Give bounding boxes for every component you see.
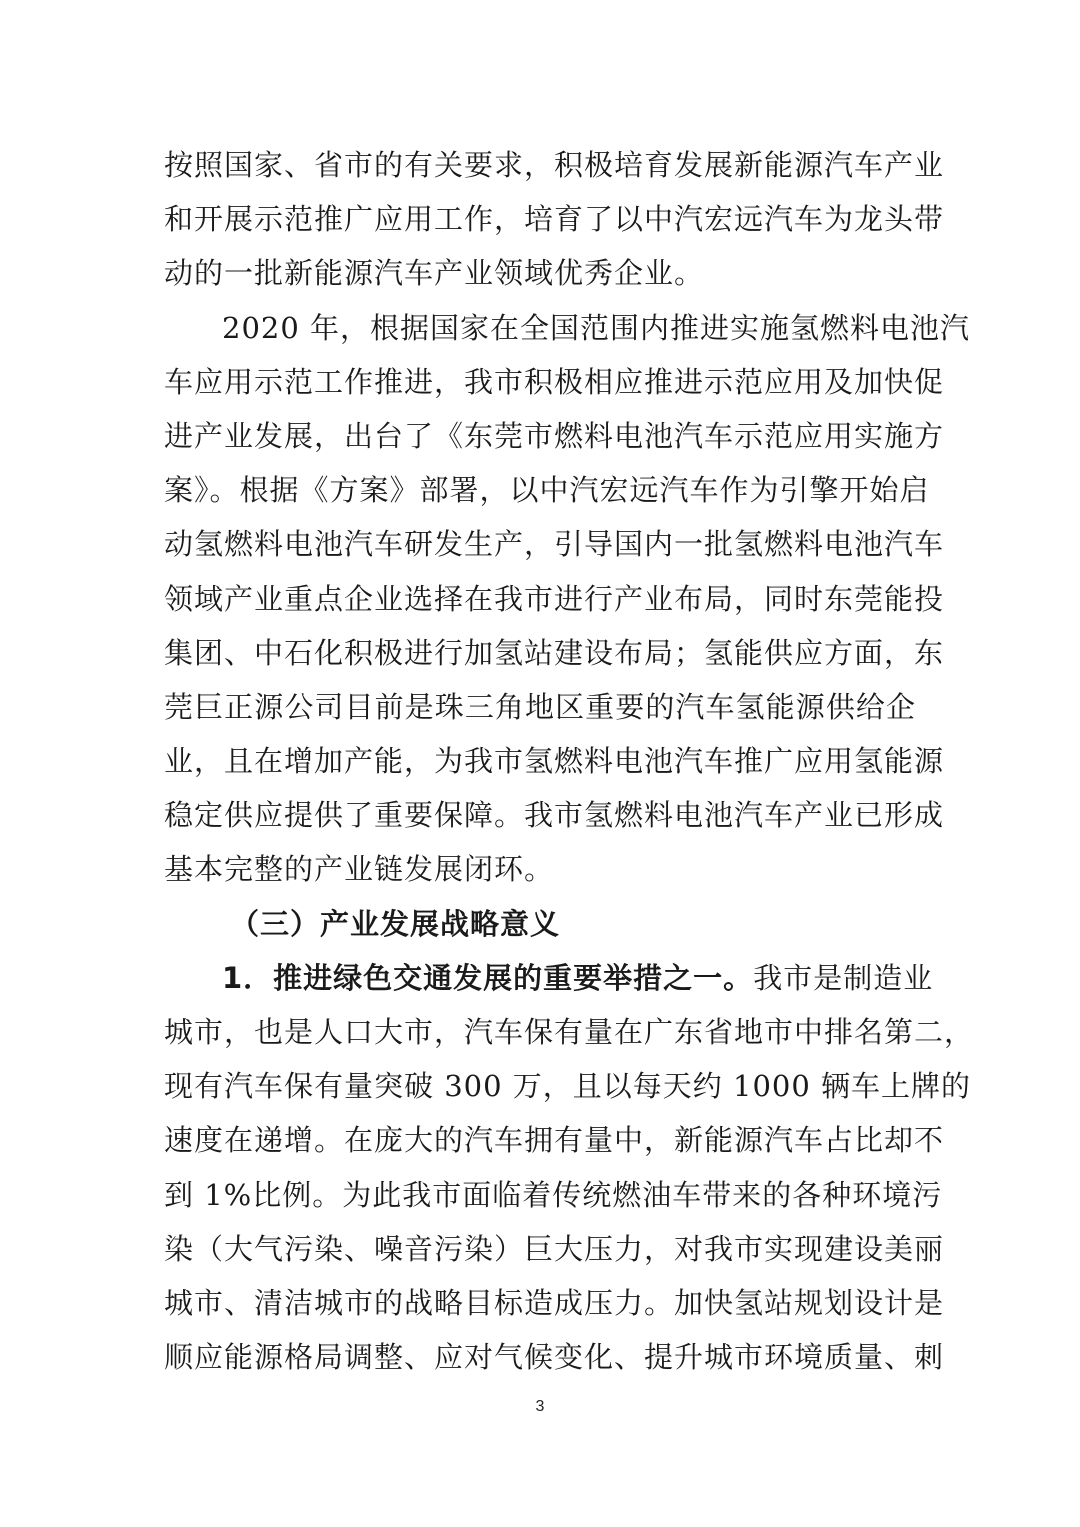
paragraph-2-line: 稳定供应提供了重要保障。我市氢燃料电池汽车产业已形成 [164,798,945,833]
paragraph-3-line: 染（大气污染、噪音污染）巨大压力，对我市实现建设美丽 [164,1231,945,1266]
paragraph-1-line: 和开展示范推广应用工作，培育了以中汽宏远汽车为龙头带 [164,202,945,237]
body-text [164,138,975,1384]
paragraph-2-line: 集团、中石化积极进行加氢站建设布局；氢能供应方面，东 [164,635,945,670]
paragraph-2-line: 动氢燃料电池汽车研发生产，引导国内一批氢燃料电池汽车 [164,527,945,562]
paragraph-2-line: 进产业发展，出台了《东莞市燃料电池汽车示范应用实施方 [164,418,945,453]
paragraph-2-line: 基本完整的产业链发展闭环。 [164,852,555,887]
paragraph-3-lead-rest: 我市是制造业 [753,960,934,995]
paragraph-3-line: 速度在递增。在庞大的汽车拥有量中，新能源汽车占比却不 [164,1123,945,1158]
paragraph-2-line: 领域产业重点企业选择在我市进行产业布局，同时东莞能投 [164,581,945,616]
paragraph-3-line: 到 1%比例。为此我市面临着传统燃油车带来的各种环境污 [164,1177,943,1212]
paragraph-3-first-line [164,951,934,1005]
paragraph-3-line: 城市，也是人口大市，汽车保有量在广东省地市中排名第二， [164,1015,975,1049]
paragraph-2-line: 2020 年，根据国家在全国范围内推进实施氢燃料电池汽 [222,310,971,345]
paragraph-3-line: 现有汽车保有量突破 300 万，且以每天约 1000 辆车上牌的 [164,1069,972,1104]
page-number: 3 [535,1398,545,1415]
paragraph-2-line: 莞巨正源公司目前是珠三角地区重要的汽车氢能源供给企 [164,689,916,724]
paragraph-2-line: 案》。根据《方案》部署，以中汽宏远汽车作为引擎开始启 [164,473,930,508]
paragraph-2-line: 车应用示范工作推进，我市积极相应推进示范应用及加快促 [164,364,945,399]
paragraph-1-line: 按照国家、省市的有关要求，积极培育发展新能源汽车产业 [164,148,945,182]
section-heading: （三）产业发展战略意义 [230,906,561,941]
paragraph-3-line: 城市、清洁城市的战略目标造成压力。加快氢站规划设计是 [164,1285,945,1320]
paragraph-3-line: 顺应能源格局调整、应对气候变化、提升城市环境质量、刺 [164,1340,945,1375]
paragraph-3-bold-lead: 1．推进绿色交通发展的重要举措之一。 [222,960,754,995]
paragraph-1-line: 动的一批新能源汽车产业领域优秀企业。 [164,256,705,291]
paragraph-2-line: 业，且在增加产能，为我市氢燃料电池汽车推广应用氢能源 [164,744,945,779]
